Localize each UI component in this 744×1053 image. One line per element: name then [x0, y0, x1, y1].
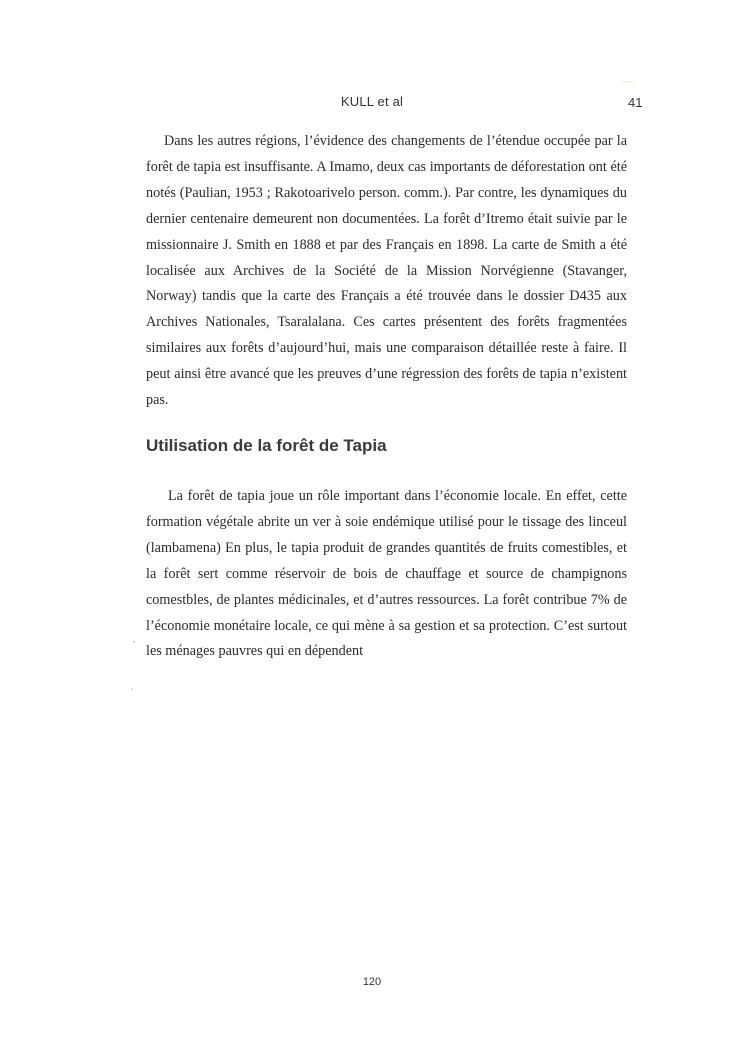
running-header-page-number: 41: [628, 95, 643, 110]
body-paragraph-forest-use: La forêt de tapia joue un rôle important dans l’économie locale. En effet, cette formation végétale abrite un ver à soie endémique utilisé pour le tissage des linceul (lambamena) En plus, le tapia produit de grandes quantités de fruits comestibles, et la forêt sert comme réservoir de bois de chauffage et source de champignons comestbles, de plantes médicinales, et d’autres ressources. La forêt contribue 7% de l’économie monétaire locale, ce qui mène à sa gestion et sa protection. C’est surtout les ménages pauvres qui en dépendent: [146, 488, 627, 660]
scan-smudge: [620, 81, 634, 86]
body-paragraph-forest-change: Dans les autres régions, l’évidence des changements de l’étendue occupée par la forêt de tapia est insuffisante. A Imamo, deux cas importants de déforestation ont été notés (Paulian, 1953 ; Rakotoarivelo person. comm.). Par contre, les dynamiques du dernier centenaire demeurent non documentées. La forêt d’Itremo était suivie par le missionnaire J. Smith en 1888 et par des Français en 1898. La carte de Smith a été localisée aux Archives de la Société de la Mission Norvégienne (Stavanger, Norway) tandis que la carte des Français a été trouvée dans le dossier D435 aux Archives Nationales, Tsaralalana. Ces cartes présentent des forêts fragmentées similaires aux forêts d’aujourd’hui, mais une comparaison détaillée reste à faire. Il peut ainsi être avancé que les preuves d’une régression des forêts de tapia n’existent pas.: [146, 133, 627, 409]
section-heading: Utilisation de la forêt de Tapia: [146, 436, 387, 455]
scan-speck: [133, 641, 135, 643]
page-folio: 120: [362, 976, 382, 988]
scan-speck: [131, 688, 133, 690]
running-header-author: KULL et al: [340, 94, 404, 109]
